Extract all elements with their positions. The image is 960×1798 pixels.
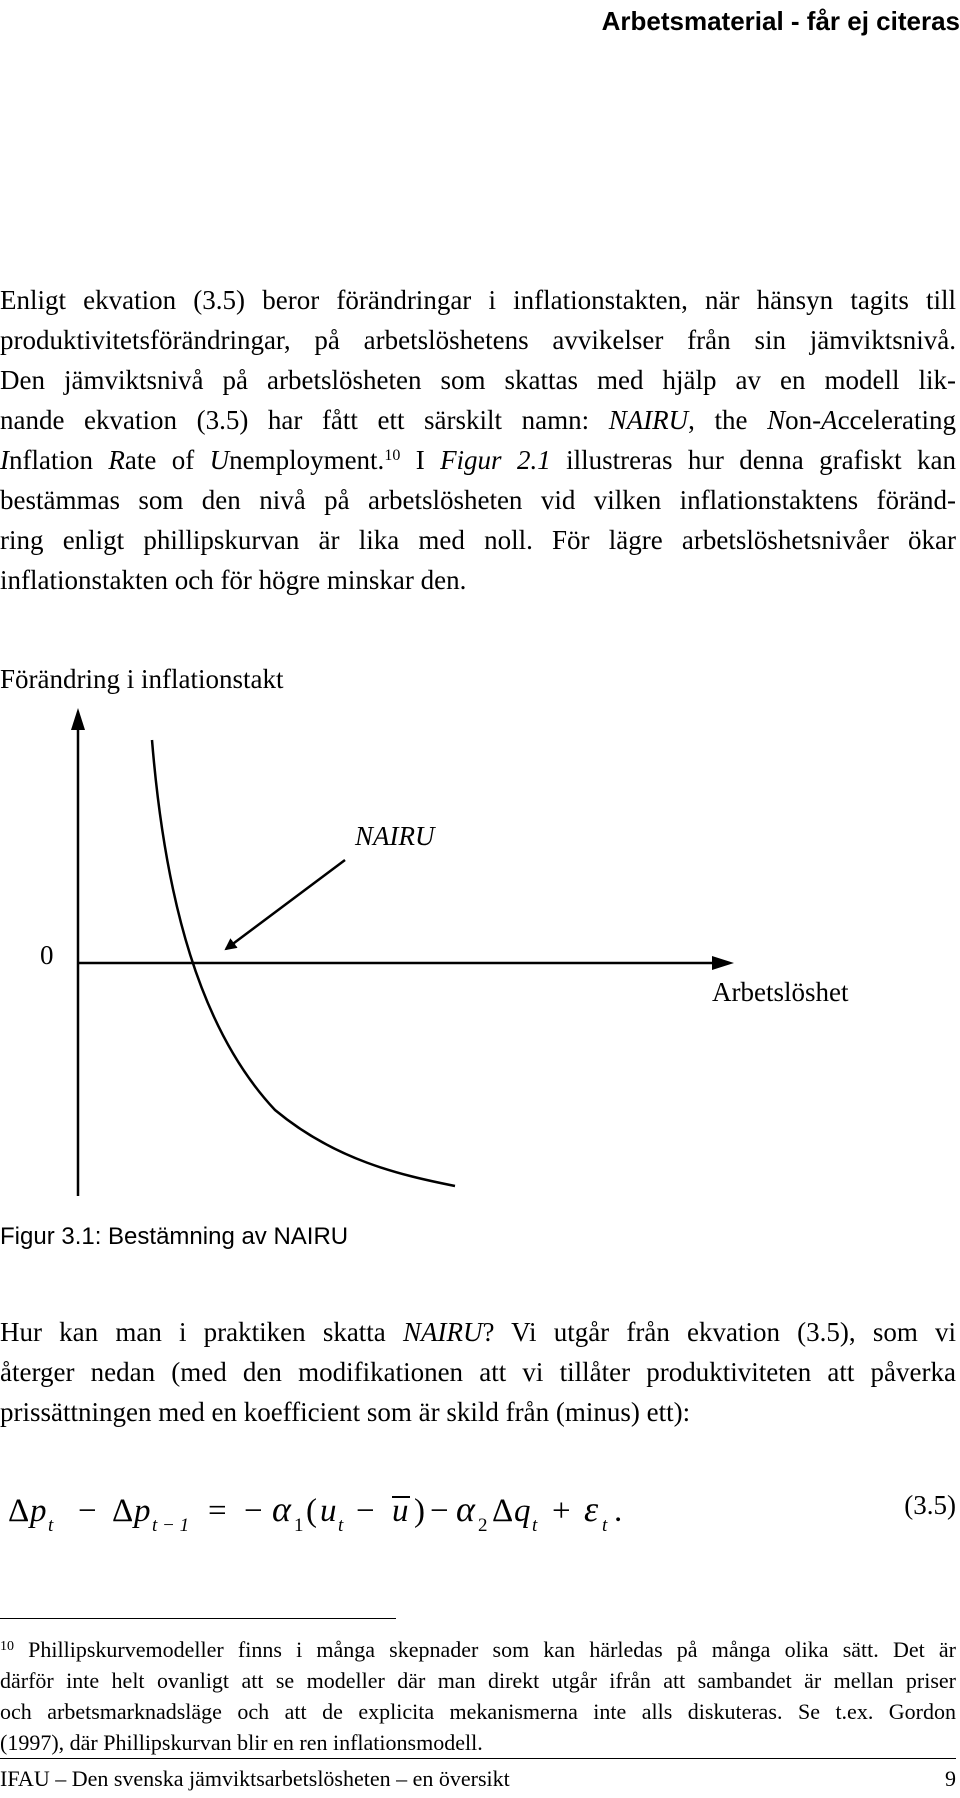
var-p: p <box>30 1493 47 1529</box>
open-paren: ( <box>306 1493 317 1529</box>
close-paren: ) <box>414 1493 425 1529</box>
alpha-symbol: α <box>456 1489 475 1529</box>
text-line: återger nedan (med den modifikationen att vi tillåter produktiviteten att påverka <box>0 1357 956 1387</box>
equation-number: (3.5) <box>904 1490 956 1520</box>
var-q: q <box>514 1493 531 1529</box>
text-line <box>0 440 956 480</box>
body-paragraph-2 <box>0 1312 956 1432</box>
minus-sign: − <box>78 1493 97 1529</box>
page-number: 9 <box>945 1766 956 1791</box>
acronym-letter: I <box>0 445 9 475</box>
footnote-10 <box>0 1634 956 1758</box>
text-run: on- <box>785 405 822 435</box>
text-run: Hur kan man i praktiken skatta <box>0 1317 403 1347</box>
footnote-line <box>0 1634 956 1665</box>
nairu-pointer-arrow <box>226 860 345 949</box>
delta-symbol: Δ <box>492 1493 514 1529</box>
footer-separator <box>0 1758 956 1759</box>
text-line: bestämmas som den nivå på arbetslösheten vid vilken inflationstaktens föränd- <box>0 485 956 515</box>
footnote-separator <box>0 1618 396 1619</box>
minus-sign: − <box>356 1493 375 1529</box>
minus-sign: − <box>430 1493 449 1529</box>
plus-sign: + <box>552 1493 571 1529</box>
text-run: Phillipskurvemodeller finns i många skepnader som kan härledas på många olika sätt. Det är <box>14 1637 956 1662</box>
text-line <box>0 400 956 440</box>
nairu-label-text: NAIRU <box>355 821 435 851</box>
text-run: ccelerating <box>837 405 956 435</box>
footnote-marker: 10 <box>384 447 401 464</box>
delta-symbol: Δ <box>8 1493 30 1529</box>
equals-sign: = <box>208 1493 227 1529</box>
text-line: prissättningen med en koefficient som är skild från (minus) ett): <box>0 1397 691 1427</box>
alpha-symbol: α <box>272 1489 291 1529</box>
var-u-bar: u <box>392 1493 409 1529</box>
subscript-2: 2 <box>478 1515 488 1536</box>
text-run: illustreras hur denna grafiskt kan <box>550 445 956 475</box>
acronym-letter: R <box>108 445 125 475</box>
acronym-letter: N <box>767 405 786 435</box>
text-line: produktivitetsförändringar, på arbetslöshetens avvikelser från sin jämviktsnivå. <box>0 325 956 355</box>
nairu-diagram <box>0 700 960 1220</box>
footer-publication: IFAU – Den svenska jämviktsarbetslösheten – en översikt <box>0 1766 510 1791</box>
zero-label: 0 <box>40 940 54 970</box>
subscript-t-minus-1: t − 1 <box>152 1515 190 1536</box>
text-run: nemployment. <box>229 445 385 475</box>
acronym-letter: U <box>209 445 230 475</box>
footnote-line: därför inte helt ovanligt att se modeller där man direkt utgår ifrån att sambandet är mellan priser <box>0 1668 956 1693</box>
nairu-term: NAIRU <box>608 405 689 435</box>
minus-sign: − <box>244 1493 263 1529</box>
text-run: , the <box>688 405 768 435</box>
nairu-term: NAIRU <box>402 1317 483 1347</box>
subscript-t: t <box>602 1515 608 1536</box>
subscript-1: 1 <box>294 1515 304 1536</box>
var-u: u <box>320 1493 337 1529</box>
figure-y-axis-label: Förändring i inflationstakt <box>0 664 284 694</box>
period: . <box>614 1493 623 1529</box>
text-run: I <box>400 445 441 475</box>
equation-3-5 <box>0 1485 956 1541</box>
x-axis-label: Arbetslöshet <box>712 977 849 1007</box>
footnote-line: (1997), där Phillipskurvan blir en ren inflationsmodell. <box>0 1730 483 1755</box>
text-line: inflationstakten och för högre minskar den. <box>0 565 467 595</box>
subscript-t: t <box>48 1515 54 1536</box>
nairu-label <box>355 821 434 852</box>
footnote-line: och arbetsmarknadsläge och att de explicita mekanismerna inte alls diskuteras. Se t.ex. Gordon <box>0 1699 956 1724</box>
footnote-number: 10 <box>0 1639 14 1654</box>
text-run: nande ekvation (3.5) har fått ett särskilt namn: <box>0 405 609 435</box>
text-run: nflation <box>9 445 109 475</box>
body-paragraph-1 <box>0 280 956 600</box>
text-run: ? Vi utgår från ekvation (3.5), som vi <box>482 1317 957 1347</box>
var-p: p <box>134 1493 151 1529</box>
figure-reference: Figur 2.1 <box>440 445 551 475</box>
x-axis-arrowhead <box>712 956 734 970</box>
text-run: ate of <box>124 445 210 475</box>
text-line <box>0 1312 956 1352</box>
text-line: ring enligt phillipskurvan är lika med noll. För lägre arbetslöshetsnivåer ökar <box>0 525 956 555</box>
running-header: Arbetsmaterial - får ej citeras <box>601 6 960 36</box>
epsilon-symbol: ε <box>584 1489 599 1529</box>
text-line: Den jämviktsnivå på arbetslösheten som skattas med hjälp av en modell lik- <box>0 365 956 395</box>
y-axis-arrowhead <box>71 708 85 730</box>
subscript-t: t <box>338 1515 344 1536</box>
text-line: Enligt ekvation (3.5) beror förändringar i inflationstakten, när hänsyn tagits till <box>0 285 956 315</box>
subscript-t: t <box>532 1515 538 1536</box>
figure-caption: Figur 3.1: Bestämning av NAIRU <box>0 1223 349 1250</box>
acronym-letter: A <box>821 405 838 435</box>
delta-symbol: Δ <box>112 1493 134 1529</box>
